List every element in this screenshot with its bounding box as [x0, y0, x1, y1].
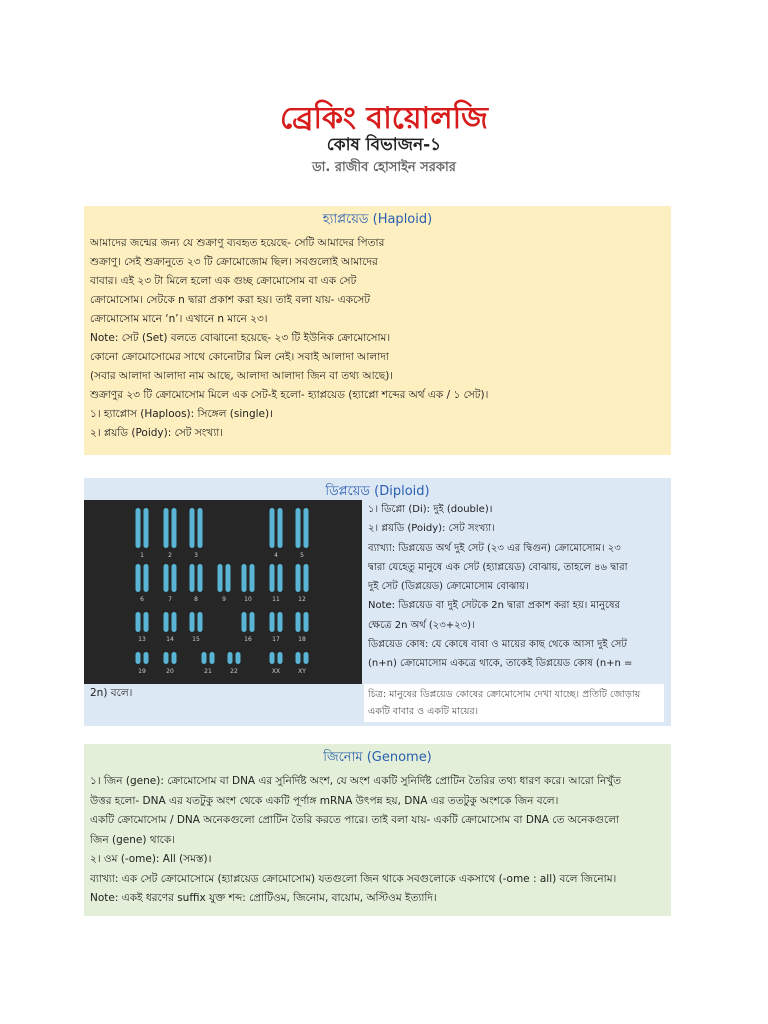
genome-line: ২। ওম (-ome): All (সমস্ত)।: [90, 853, 212, 865]
chromosome: [136, 652, 141, 664]
chromosome-label: 16: [244, 636, 252, 643]
haploid-line: ক্রোমোসোম। সেটকে n দ্বারা প্রকাশ করা হয়। তাই বলা যায়- একসেট: [90, 294, 371, 306]
chromosome-label: XY: [298, 668, 306, 675]
chromosome: [304, 508, 309, 548]
chromosome-label: 5: [300, 552, 304, 559]
page-title: ব্রেকিং বায়োলজি: [279, 101, 489, 136]
chromosome: [190, 508, 195, 548]
genome-section: [84, 744, 671, 916]
chromosome-label: 12: [298, 596, 306, 603]
chromosome: [270, 564, 275, 592]
page-subtitle: কোষ বিভাজন-১: [326, 135, 442, 155]
diploid-text: [368, 500, 668, 674]
haploid-heading: হ্যাপ্লয়েড (Haploid): [322, 212, 433, 227]
chromosome: [144, 612, 149, 632]
chromosome-label: 7: [168, 596, 172, 603]
chromosome-label: 18: [298, 636, 306, 643]
haploid-line: Note: সেট (Set) বলতে বোঝানো হয়েছে- ২৩ টি ইউনিক ক্রোমোসোম।: [90, 332, 391, 344]
chromosome: [296, 612, 301, 632]
haploid-line: শুক্রাণু। সেই শুক্রানুতে ২৩ টি ক্রোমোজোম ছিল। সবগুলোই আমাদের: [90, 256, 378, 268]
chromosome-label: 14: [166, 636, 174, 643]
chromosome-label: 21: [204, 668, 212, 675]
chromosome-label: 8: [194, 596, 198, 603]
chromosome-label: 13: [138, 636, 146, 643]
chromosome-label: 20: [166, 668, 174, 675]
haploid-line: ২। প্লয়ডি (Poidy): সেট সংখ্যা।: [90, 427, 224, 439]
diploid-line: দ্বারা যেহেতু মানুষে এক সেট (হ্যাপ্লয়েড) বোঝায়, তাহলে ৪৬ দ্বারা: [368, 561, 628, 573]
diploid-line: ব্যাখ্যা: ডিপ্লয়েড অর্থ দুই সেট (২৩ এর দ্বিগুন) ক্রোমোসোম। ২৩: [368, 542, 621, 554]
chromosome: [242, 564, 247, 592]
chromosome: [164, 612, 169, 632]
chromosome-label: 10: [244, 596, 252, 603]
genome-heading: জিনোম (Genome): [323, 750, 432, 765]
chromosome-label: 15: [192, 636, 200, 643]
diploid-line: Note: ডিপ্লয়েড বা দুই সেটকে 2n দ্বারা প্রকাশ করা হয়। মানুষের: [368, 600, 620, 612]
chromosome-label: 22: [230, 668, 238, 675]
haploid-line: ক্রোমোসোম মানে ‘n’। এখানে n মানে ২৩।: [90, 313, 268, 325]
chromosome: [198, 508, 203, 548]
chromosome: [172, 652, 177, 664]
chromosome: [236, 652, 241, 664]
chromosome: [172, 612, 177, 632]
chromosome: [226, 564, 231, 592]
chromosome: [172, 508, 177, 548]
chromosome: [228, 652, 233, 664]
figure-caption: চিত্র: মানুষের ডিপ্লয়েড কোষের ক্রোমোসোম দেখা যাচ্ছে। প্রতিটি জোড়ায় একটি বাবার ও একটি মায়ের।: [364, 684, 664, 722]
chromosome: [136, 612, 141, 632]
diploid-heading: ডিপ্লয়েড (Diploid): [325, 484, 430, 499]
haploid-line: ১। হ্যাপ্লোস (Haploos): সিঙ্গেল (single)।: [90, 408, 274, 420]
haploid-section: [84, 206, 671, 455]
chromosome: [136, 564, 141, 592]
chromosome: [304, 612, 309, 632]
haploid-line: বাবার। এই ২৩ টা মিলে হলো এক গুচ্ছ ক্রোমোসোম বা এক সেট: [90, 275, 357, 287]
genome-line: Note: একই ধরণের suffix যুক্ত শব্দ: প্রোটিওম, জিনোম, বায়োম, অস্টিওম ইত্যাদি।: [90, 892, 437, 904]
chromosome: [136, 508, 141, 548]
chromosome-label: 6: [140, 596, 144, 603]
chromosome: [250, 564, 255, 592]
chromosome: [278, 564, 283, 592]
haploid-line: আমাদের জন্মের জন্য যে শুক্রাণু ব্যবহৃত হয়েছে- সেটি আমাদের পিতার: [90, 237, 385, 249]
chromosome-label: XX: [271, 668, 281, 675]
diploid-line: (n+n) ক্রোমোসোম একত্রে থাকে, তাকেই ডিপ্লয়েড কোষ (n+n =: [368, 658, 633, 670]
diploid-section: [84, 478, 671, 726]
genome-line: উত্তর হলো- DNA এর যতটুকু অংশ থেকে একটি পূর্ণাঙ্গ mRNA উৎপন্ন হয়, DNA এর ততটুকু অংশকে জিন বলে।: [90, 794, 559, 807]
diploid-line: দুই সেট (ডিপ্লয়েড) ক্রোমোসোম বোঝায়।: [368, 581, 529, 593]
haploid-line: শুক্রাণুর ২৩ টি ক্রোমোসোম মিলে এক সেট-ই হলো- হ্যাপ্লয়েড (হ্যাপ্লো শব্দের অর্থ এক / ১ সেট)।: [90, 389, 489, 401]
chromosome: [304, 652, 309, 664]
chromosome: [242, 612, 247, 632]
karyotype-image: [84, 500, 362, 684]
chromosome: [190, 564, 195, 592]
chromosome: [270, 652, 275, 664]
chromosome: [202, 652, 207, 664]
chromosome: [172, 564, 177, 592]
diploid-line: ক্ষেত্রে 2n অর্থ (২৩+২৩)।: [368, 619, 475, 631]
chromosome: [198, 564, 203, 592]
chromosome: [164, 508, 169, 548]
chromosome: [278, 652, 283, 664]
chromosome-label: 2: [168, 552, 172, 559]
chromosome-label: 1: [140, 552, 144, 559]
chromosome-label: 11: [272, 596, 280, 603]
chromosome: [278, 508, 283, 548]
chromosome: [198, 612, 203, 632]
haploid-line: (সবার আলাদা আলাদা নাম আছে, আলাদা আলাদা জিন বা তথ্য আছে)।: [90, 370, 394, 382]
chromosome-label: 4: [274, 552, 278, 559]
chromosome: [164, 564, 169, 592]
diploid-line: ১। ডিপ্লো (Di): দুই (double)।: [368, 504, 493, 515]
author-name: ডা. রাজীব হোসাইন সরকার: [312, 160, 456, 175]
diploid-tail: 2n) বলে।: [90, 687, 133, 699]
chromosome: [218, 564, 223, 592]
chromosome: [296, 652, 301, 664]
chromosome-label: 17: [272, 636, 280, 643]
chromosome: [164, 652, 169, 664]
chromosome: [304, 564, 309, 592]
chromosome: [278, 612, 283, 632]
chromosome: [144, 508, 149, 548]
chromosome-label: 19: [138, 668, 146, 675]
chromosome-label: 3: [194, 552, 198, 559]
chromosome: [296, 564, 301, 592]
chromosome: [144, 652, 149, 664]
genome-line: জিন (gene) থাকে।: [90, 833, 175, 846]
chromosome: [210, 652, 215, 664]
chromosome: [250, 612, 255, 632]
genome-line: একটি ক্রোমোসোম / DNA অনেকগুলো প্রোটিন তৈরি করতে পারে। তাই বলা যায়- একটি ক্রোমোসোম বা DNA তে অনেকগুলো: [90, 814, 620, 826]
haploid-line: কোনো ক্রোমোসোমের সাথে কোনোটার মিল নেই। সবাই আলাদা আলাদা: [90, 351, 389, 363]
chromosome-label: 9: [222, 596, 226, 603]
genome-line: ১। জিন (gene): ক্রোমোসোম বা DNA এর সুনির্দিষ্ট অংশ, যে অংশ একটি সুনির্দিষ্ট প্রোটিন তৈরির তথ্য ধারণ করে। আরো নিখুঁত: [90, 775, 622, 787]
genome-line: ব্যাখ্যা: এক সেট ক্রোমোসোমে (হ্যাপ্লয়েড ক্রোমোসোম) যতগুলো জিন থাকে সবগুলোকে একসাথে (-ome : all) বলে জিনোম।: [90, 872, 617, 885]
chromosome: [190, 612, 195, 632]
diploid-line: ডিপ্লয়েড কোষ: যে কোষে বাবা ও মায়ের কাছ থেকে আসা দুই সেট: [368, 639, 627, 651]
chromosome: [144, 564, 149, 592]
chromosome: [296, 508, 301, 548]
chromosome: [270, 612, 275, 632]
chromosome: [270, 508, 275, 548]
diploid-line: ২। প্লয়ডি (Poidy): সেট সংখ্যা।: [368, 523, 495, 535]
